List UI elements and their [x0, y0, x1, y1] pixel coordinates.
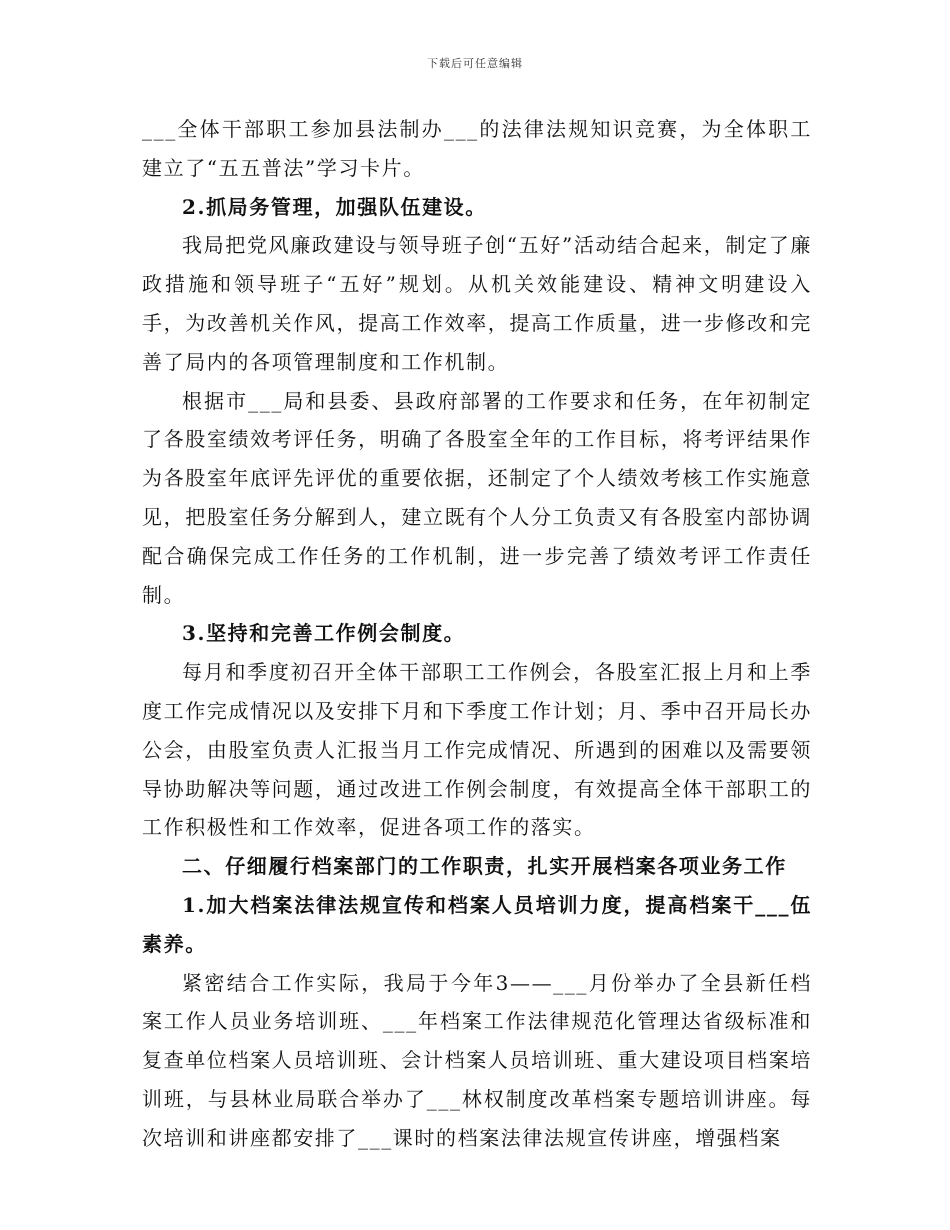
chapter-heading-2: 二、仔细履行档案部门的工作职责，扎实开展档案各项业务工作 — [182, 854, 787, 879]
document-body — [142, 110, 812, 1158]
paragraph-3: 根据市___局和县委、县政府部署的工作要求和任务，在年初制定了各股室绩效考评任务，明确了各股室全年的工作目标，将考评结果作为各股室年底评先评优的重要依据，还制定了个人绩效考核工作实施意见，把股室任务分解到人，建立既有个人分工负责又有各股室内部协调配合确保完成工作任务的工作机制，进一步完善了绩效考评工作责任制。 — [142, 388, 812, 607]
section-heading-2: 2.抓局务管理，加强队伍建设。 — [182, 194, 487, 219]
paragraph-1: ___全体干部职工参加县法制办___的法律法规知识竞赛，为全体职工建立了“五五普法”学习卡片。 — [142, 117, 812, 180]
section-heading-1: 1.加大档案法律法规宣传和档案人员培训力度，提高档案干___伍素养。 — [142, 892, 812, 956]
page-header: 下载后可任意编辑 — [427, 57, 523, 70]
section-heading-3: 3.坚持和完善工作例会制度。 — [182, 621, 466, 646]
paragraph-4: 每月和季度初召开全体干部职工工作例会，各股室汇报上月和上季度工作完成情况以及安排下月和下季度工作计划；月、季中召开局长办公会，由股室负责人汇报当月工作完成情况、所遇到的困难以及需要领导协助解决等问题，通过改进工作例会制度，有效提高全体干部职工的工作积极性和工作效率，促进各项工作的落实。 — [142, 660, 812, 840]
paragraph-5: 紧密结合工作实际，我局于今年3——___月份举办了全县新任档案工作人员业务培训班、___年档案工作法律规范化管理达省级标准和复查单位档案人员培训班、会计档案人员培训班、重大建设项目档案培训班，与县林业局联合举办了___林权制度改革档案专题培训讲座。每次培训和讲座都安排了___课时的档案法律法规宣传讲座，增强档案 — [142, 970, 812, 1150]
paragraph-2: 我局把党风廉政建设与领导班子创“五好”活动结合起来，制定了廉政措施和领导班子“五好”规划。从机关效能建设、精神文明建设入手，为改善机关作风，提高工作效率，提高工作质量，进一步修改和完善了局内的各项管理制度和工作机制。 — [142, 233, 812, 374]
